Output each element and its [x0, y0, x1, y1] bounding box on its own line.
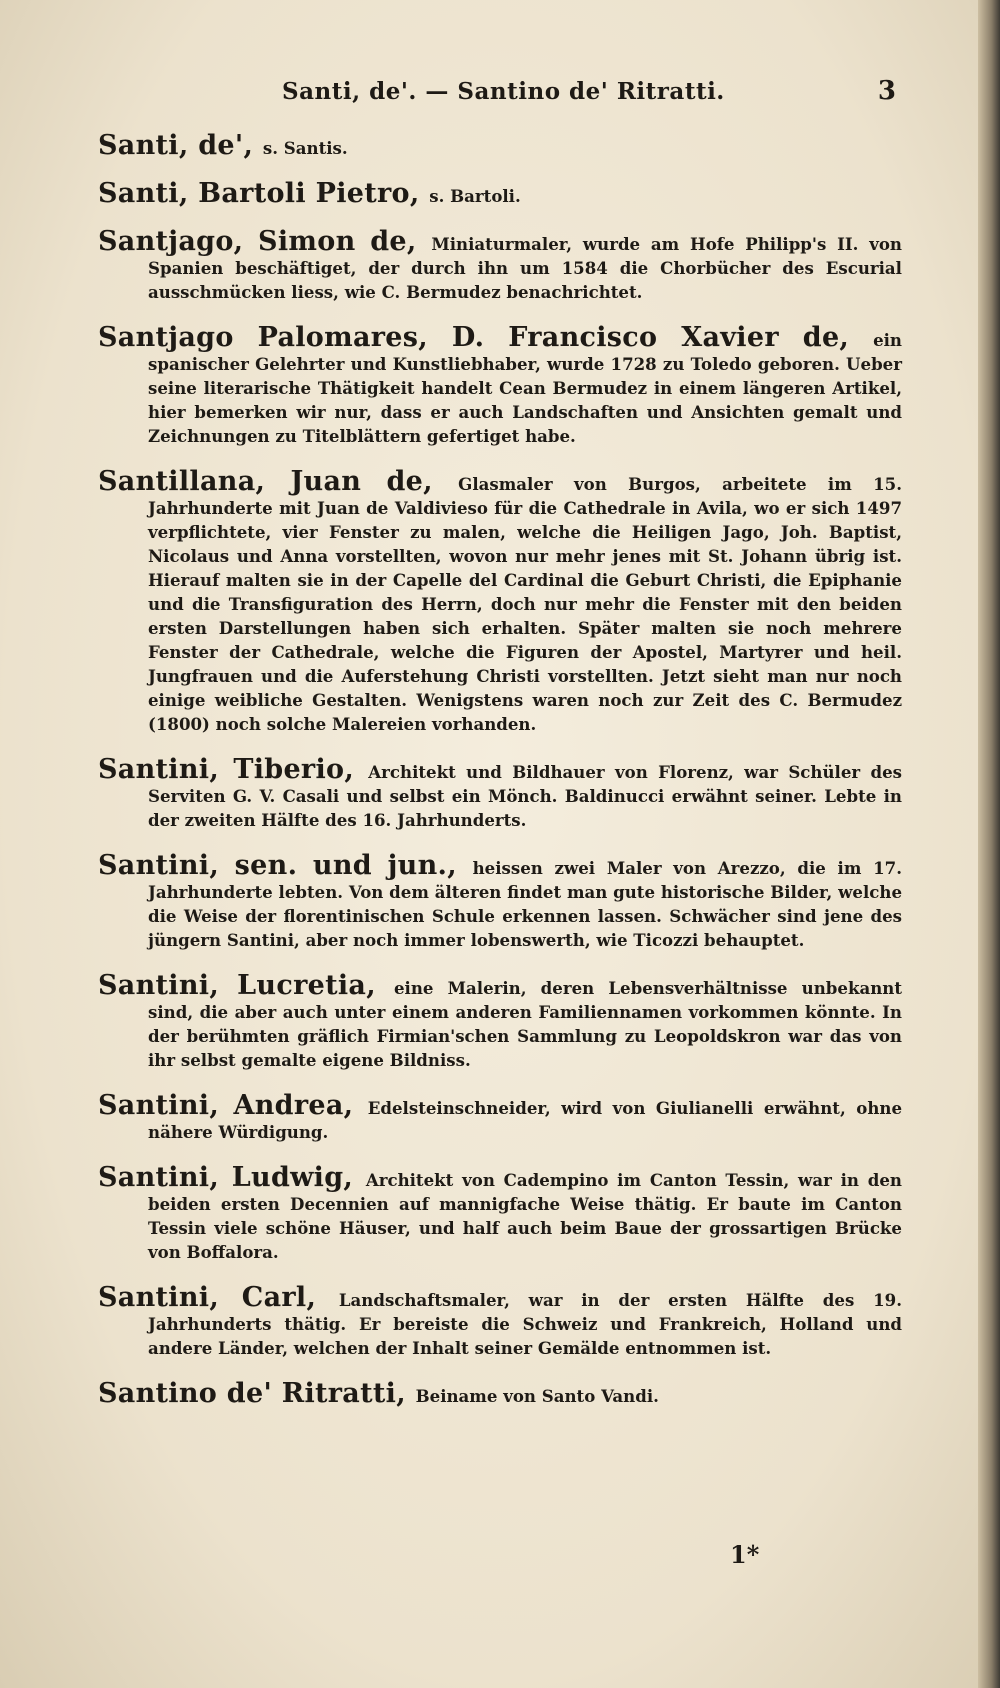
entry-santini-andrea [98, 1090, 903, 1144]
entry-santini-tiberio [98, 754, 902, 832]
entry-text: Architekt von Cadempino im Canton Tessin, war in den beiden ersten Decennien auf mannigfache Weise thätig. Er baute im Canton Tessin viele schöne Häuser, und half auch beim Baue der grossartigen Brücke von Boffalora. [148, 1170, 902, 1262]
entry-santjago-palomares [98, 322, 902, 448]
entry-text: ein spanischer Gelehrter und Kunstliebhaber, wurde 1728 zu Toledo geboren. Ueber seine literarische Thätigkeit handelt Cean Bermudez in einem längeren Artikel, hier bemerken wir nur, dass er auch Landschaften und Ansichten gemalt und Zeichnungen zu Titelblättern gefertiget habe. [148, 330, 902, 446]
running-title: Santi, de'. — Santino de' Ritratti. [282, 78, 725, 105]
entry-text: Miniaturmaler, wurde am Hofe Philipp's II. von Spanien beschäftiget, der durch ihn um 1584 die Chorbücher des Escurial ausschmücken liess, wie C. Bermudez benachrichtet. [148, 234, 902, 302]
running-header [96, 78, 896, 114]
entry-headword: Santjago Palomares, D. Francisco Xavier de, [98, 322, 874, 353]
signature-mark: 1* [730, 1540, 760, 1569]
entry-text: eine Malerin, deren Lebensverhältnisse unbekannt sind, die aber auch unter einem anderen Familiennamen vorkommen könnte. In der berühmten gräflich Firmian'schen Sammlung zu Leopoldskron war das von ihr selbst gemalte eigene Bildniss. [148, 978, 902, 1070]
entry-headword: Santini, Andrea, [98, 1090, 368, 1121]
entry-headword: Santjago, Simon de, [98, 226, 432, 257]
entry-headword: Santi, Bartoli Pietro, [98, 178, 430, 209]
book-spine-shadow [978, 0, 1000, 1688]
entry-santillana [98, 466, 903, 736]
entry-santini-sen-jun [98, 850, 902, 952]
entry-santi-bartoli [98, 178, 902, 209]
entry-headword: Santini, Carl, [98, 1282, 339, 1313]
entry-headword: Santillana, Juan de, [98, 466, 459, 497]
entry-santi-de [98, 130, 902, 161]
entry-text: Edelsteinschneider, wird von Giulianelli erwähnt, ohne nähere Würdigung. [148, 1098, 903, 1142]
entry-headword: Santini, Ludwig, [98, 1162, 366, 1193]
entry-headword: Santini, Lucretia, [98, 970, 394, 1001]
entry-santini-lucretia [98, 970, 902, 1072]
entry-headword: Santi, de', [98, 130, 263, 161]
entry-headword: Santino de' Ritratti, [98, 1378, 416, 1409]
entry-text: Glasmaler von Burgos, arbeitete im 15. Jahrhunderte mit Juan de Valdivieso für die Cathedrale in Avila, wo er sich 1497 verpflichtete, vier Fenster zu malen, welche die Heiligen Jago, Joh. Baptist, Nicolaus und Anna vorstellten, wovon nur mehr jenes mit St. Johann übrig ist. Hierauf malten sie in der Capelle del Cardinal die Geburt Christi, die Epiphanie und die Transfiguration des Herrn, doch nur mehr die Fenster mit den beiden ersten Darstellungen haben sich erhalten. Später malten sie noch mehrere Fenster der Cathedrale, welche die Figuren der Apostel, Martyrer und heil. Jungfrauen und die Auferstehung Christi vorstellten. Jetzt sieht man nur noch einige weibliche Gestalten. Wenigstens waren noch zur Zeit des C. Bermudez (1800) noch solche Malereien vorhanden. [148, 474, 903, 734]
entry-santini-carl [98, 1282, 902, 1360]
entry-santino-de-ritratti [98, 1378, 902, 1409]
entry-text: Architekt und Bildhauer von Florenz, war Schüler des Serviten G. V. Casali und selbst ein Mönch. Baldinucci erwähnt seiner. Lebte in der zweiten Hälfte des 16. Jahrhunderts. [148, 762, 902, 830]
entry-headword: Santini, Tiberio, [98, 754, 369, 785]
entry-santini-ludwig [98, 1162, 902, 1264]
entry-text: s. Santis. [262, 138, 348, 158]
entry-text: Landschaftsmaler, war in der ersten Hälfte des 19. Jahrhunderts thätig. Er bereiste die Schweiz und Frankreich, Holland und andere Länder, welchen der Inhalt seiner Gemälde entnommen ist. [148, 1290, 902, 1358]
entry-text: s. Bartoli. [429, 186, 521, 206]
entry-headword: Santini, sen. und jun., [98, 850, 473, 881]
page-number: 3 [877, 76, 896, 106]
entry-text: heissen zwei Maler von Arezzo, die im 17. Jahrhunderte lebten. Von dem älteren findet man gute historische Bilder, welche die Weise der florentinischen Schule erkennen lassen. Schwächer sind jene des jüngern Santini, aber noch immer lobenswerth, wie Ticozzi behauptet. [148, 858, 902, 950]
entry-text: Beiname von Santo Vandi. [415, 1386, 659, 1406]
dictionary-entries [98, 130, 903, 1430]
entry-santjago-simon [98, 226, 902, 304]
